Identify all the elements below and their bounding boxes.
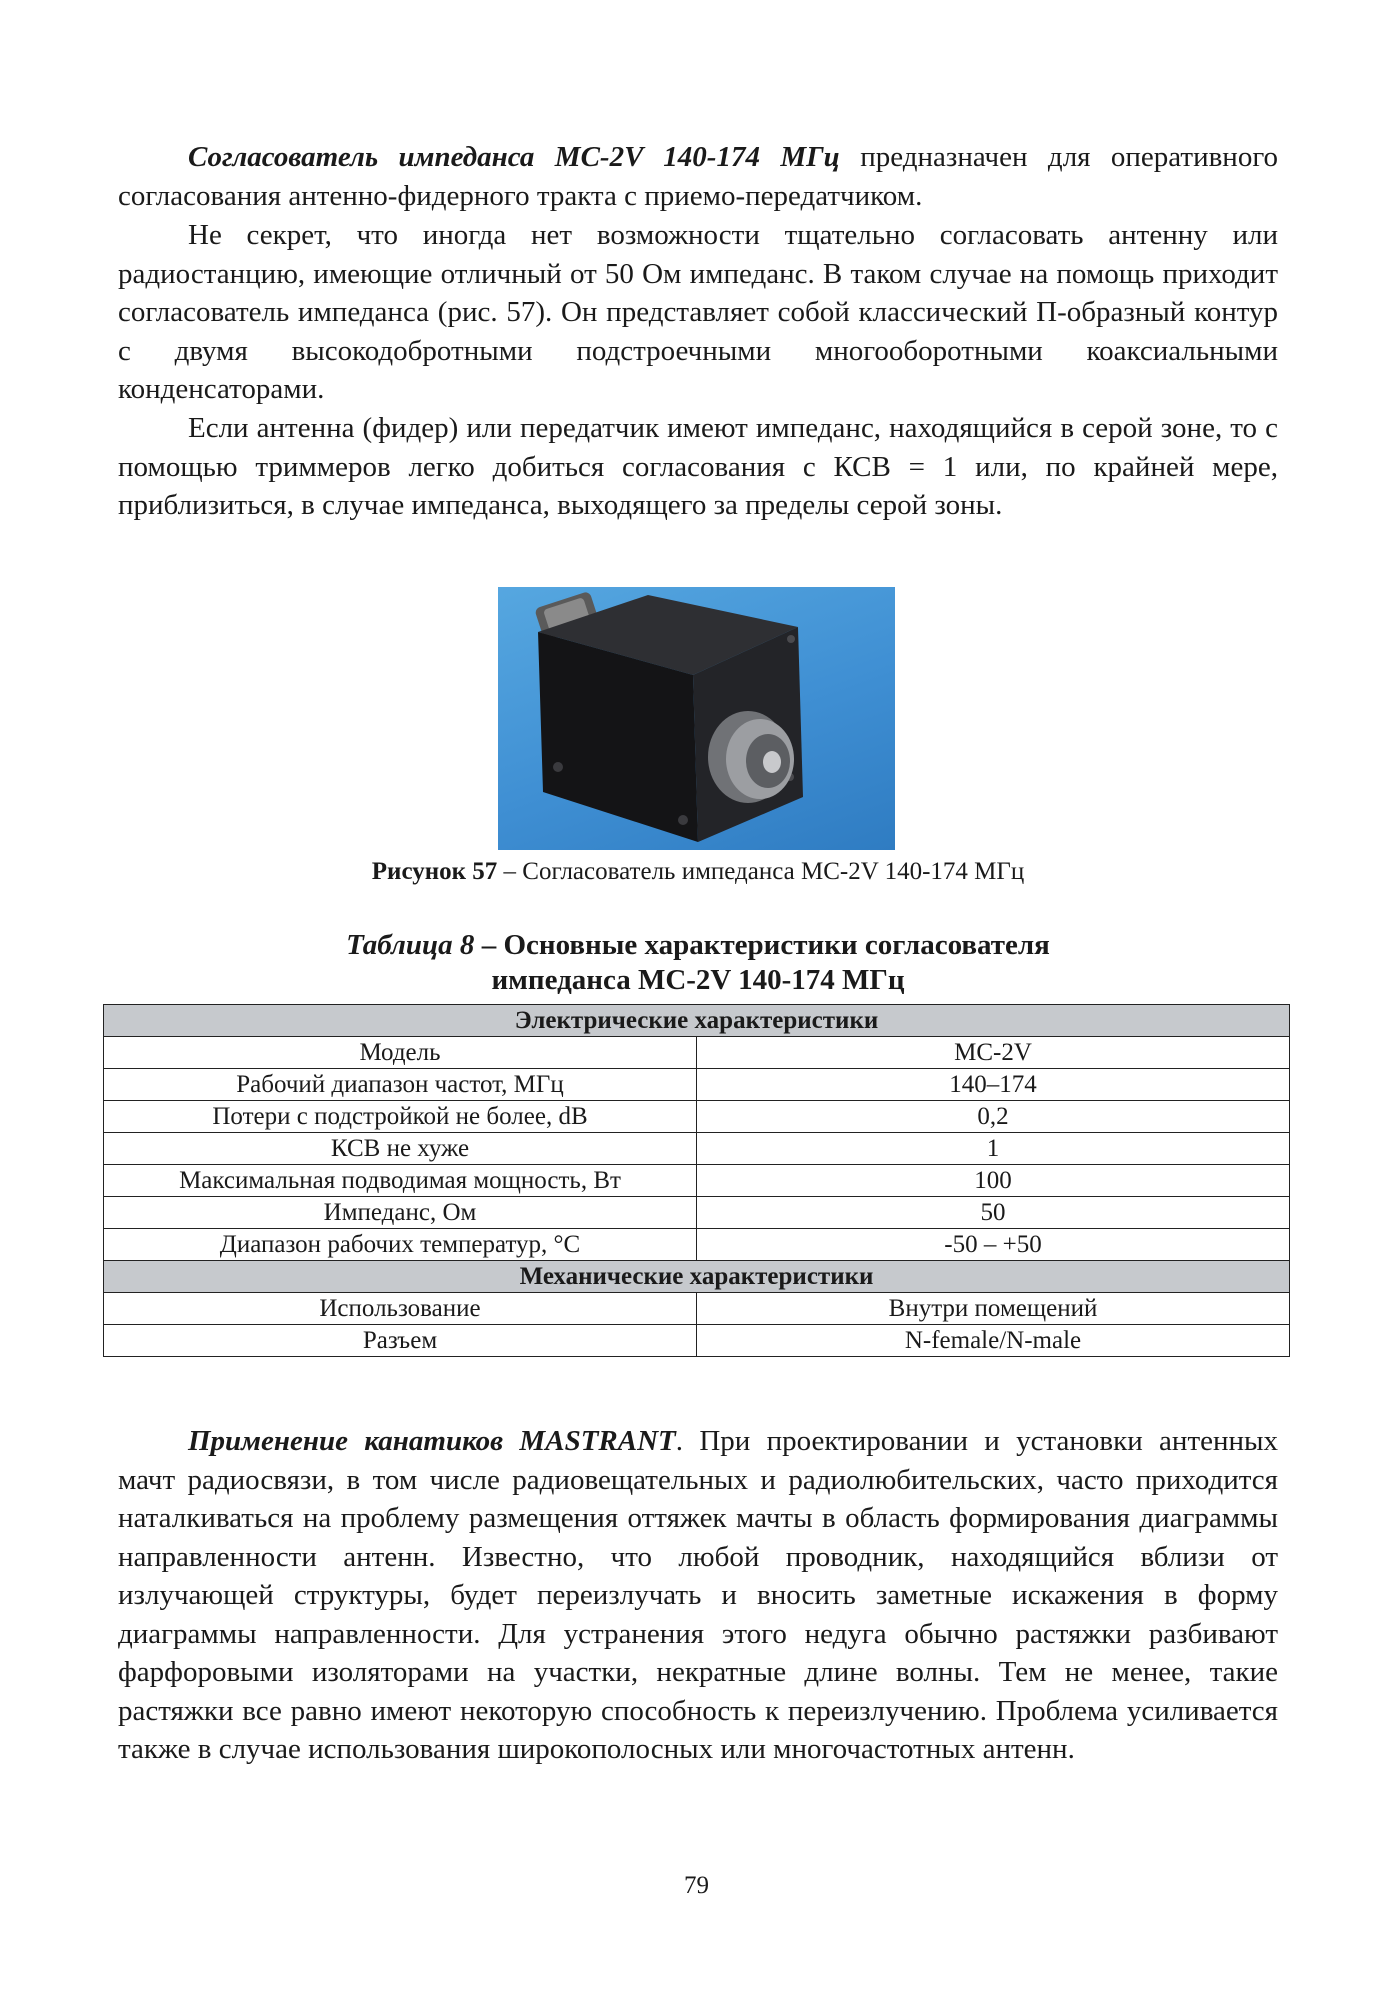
param-cell: Импеданс, Ом (104, 1197, 697, 1229)
param-cell: Максимальная подводимая мощность, Вт (104, 1165, 697, 1197)
table-row (104, 1101, 1290, 1133)
paragraph-matching (118, 216, 1278, 409)
paragraph-intro-text: предназначен для оперативного согласования антенно-фидерного тракта с приемо-передатчиком. (118, 141, 1278, 212)
param-cell: Модель (104, 1037, 697, 1069)
paragraph-mastrant (118, 1422, 1278, 1769)
figure-caption-text: – Согласователь импеданса МС-2V 140-174 МГц (497, 858, 1025, 885)
section-row-mechanical (104, 1261, 1290, 1293)
table-row (104, 1133, 1290, 1165)
paragraph-matching-text: Не секрет, что иногда нет возможности тщательно согласовать антенну или радиостанцию, имеющие отличный от 50 Ом импеданс. В таком случае на помощь приходит согласователь импеданса (рис. 57). Он представляет собой классический П-образный контур с двумя высокодобротными подстроечными многооборотными коаксиальными конденсаторами. (118, 219, 1278, 405)
table-row (104, 1069, 1290, 1101)
impedance-matcher-illustration (498, 587, 895, 850)
value-cell: 50 (697, 1197, 1290, 1229)
param-cell: Потери с подстройкой не более, dB (104, 1101, 697, 1133)
value-cell: 140–174 (697, 1069, 1290, 1101)
table-row (104, 1037, 1290, 1069)
table-title-label: Таблица 8 (346, 929, 475, 961)
spec-table (103, 1004, 1290, 1357)
section-row-electrical (104, 1005, 1290, 1037)
table-row (104, 1197, 1290, 1229)
table-row (104, 1325, 1290, 1357)
table-title-line2: импеданса МС-2V 140-174 МГц (491, 964, 905, 996)
table-row (104, 1293, 1290, 1325)
device-photo (498, 587, 895, 850)
figure-label: Рисунок 57 (371, 858, 498, 885)
value-cell: -50 – +50 (697, 1229, 1290, 1261)
paragraph-intro (118, 138, 1278, 215)
value-cell: 0,2 (697, 1101, 1290, 1133)
section-header: Механические характеристики (104, 1261, 1290, 1293)
page-number: 79 (684, 1872, 709, 1899)
table-row (104, 1229, 1290, 1261)
paragraph-trimmers-text: Если антенна (фидер) или передатчик имеют импеданс, находящийся в серой зоне, то с помощью триммеров легко добиться согласования с КСВ = 1 или, по крайней мере, приблизиться, в случае импеданса, выходящего за пределы серой зоны. (118, 412, 1278, 521)
table-row (104, 1165, 1290, 1197)
param-cell: Диапазон рабочих температур, °C (104, 1229, 697, 1261)
param-cell: Рабочий диапазон частот, МГц (104, 1069, 697, 1101)
paragraph-mastrant-lead: Применение канатиков MASTRANT (188, 1425, 676, 1457)
paragraph-intro-lead: Согласователь импеданса МС-2V 140-174 МГц (188, 141, 840, 173)
table-title-text: – Основные характеристики согласователя (474, 929, 1050, 961)
value-cell: 100 (697, 1165, 1290, 1197)
param-cell: КСВ не хуже (104, 1133, 697, 1165)
value-cell: 1 (697, 1133, 1290, 1165)
paragraph-mastrant-text: . При проектировании и установки антенных мачт радиосвязи, в том числе радиовещательных и радиолюбительских, часто приходится наталкиваться на проблему размещения оттяжек мачты в область формирования диаграммы направленности антенн. Известно, что любой проводник, находящийся вблизи от излучающей структуры, будет переизлучать и вносить заметные искажения в форму диаграммы направленности. Для устранения этого недуга обычно растяжки разбивают фарфоровыми изоляторами на участки, некратные длине волны. Тем не менее, такие растяжки все равно имеют некоторую способность к переизлучению. Проблема усиливается также в случае использования широкополосных или многочастотных антенн. (118, 1425, 1279, 1765)
paragraph-trimmers (118, 409, 1278, 525)
value-cell: Внутри помещений (697, 1293, 1290, 1325)
param-cell: Использование (104, 1293, 697, 1325)
section-header: Электрические характеристики (104, 1005, 1290, 1037)
table-title (118, 928, 1278, 998)
value-cell: МС-2V (697, 1037, 1290, 1069)
figure-caption (118, 856, 1278, 888)
param-cell: Разъем (104, 1325, 697, 1357)
value-cell: N-female/N-male (697, 1325, 1290, 1357)
